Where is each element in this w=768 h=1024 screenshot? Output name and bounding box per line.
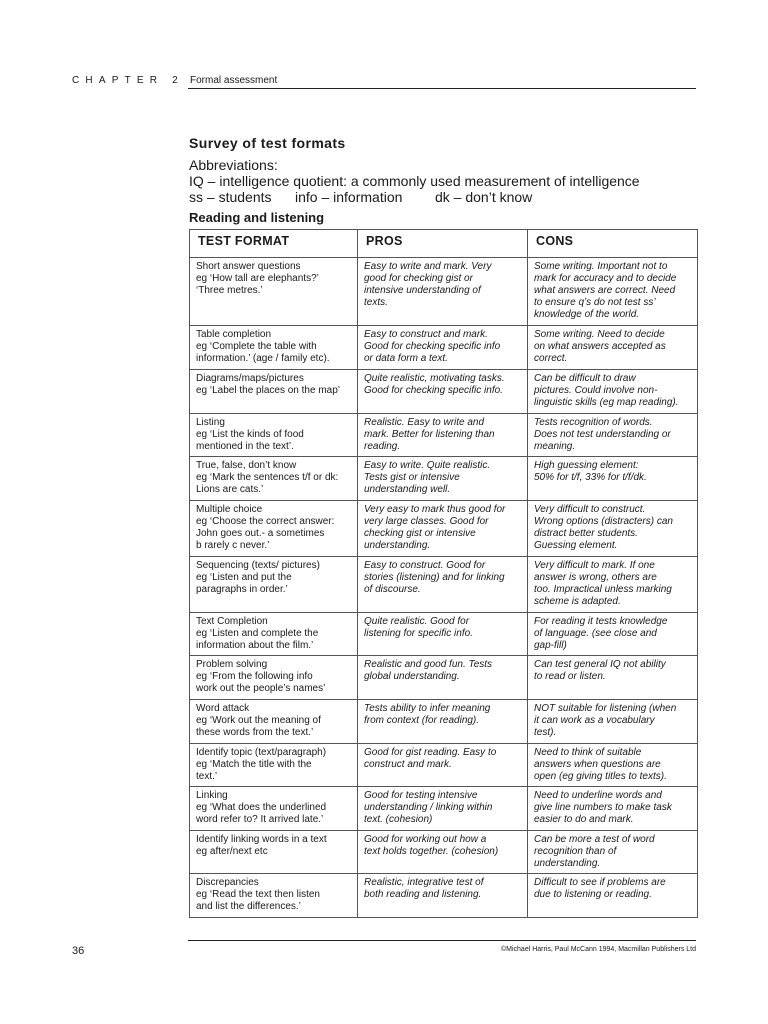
cell-line: of discourse. <box>364 583 421 595</box>
cell-line: Tests recognition of words. <box>534 416 653 428</box>
cell-line: Can be difficult to draw <box>534 373 636 385</box>
format-cell <box>190 787 358 831</box>
test-formats-table <box>189 229 698 918</box>
cell-line: eg ‘Work out the meaning of <box>196 715 321 727</box>
cell-line: Tests gist or intensive <box>364 472 460 484</box>
table-row <box>190 743 698 787</box>
pros-cell <box>358 370 528 414</box>
cell-line: these words from the text.’ <box>196 727 314 739</box>
cell-line: too. Impractical unless marking <box>534 583 672 595</box>
cell-line: eg ‘How tall are elephants?’ <box>196 273 319 284</box>
cell-line: Very difficult to mark. If one <box>534 559 655 571</box>
cell-line: to read or listen. <box>534 671 606 683</box>
cell-line: Guessing element. <box>534 539 618 551</box>
page-number: 36 <box>72 945 85 957</box>
cell-line: eg ‘Listen and put the <box>196 571 292 583</box>
cons-cell <box>528 787 698 831</box>
cell-line: Multiple choice <box>196 503 263 515</box>
cell-line: b rarely c never.’ <box>196 539 270 551</box>
cell-line: understanding. <box>364 539 431 551</box>
table-row <box>190 326 698 370</box>
table-row <box>190 457 698 501</box>
header-rule <box>188 88 696 89</box>
cell-line: Need to underline words and <box>534 790 662 802</box>
pros-cell <box>358 787 528 831</box>
cell-line: good for checking gist or <box>364 273 473 284</box>
cell-line: correct. <box>534 353 568 365</box>
cell-line: pictures. Could involve non- <box>534 385 658 397</box>
cell-line: mark for accuracy and to decide <box>534 273 677 284</box>
cell-line: understanding well. <box>364 484 451 496</box>
cell-line: eg ‘Listen and complete the <box>196 627 319 639</box>
pros-cell <box>358 457 528 501</box>
abbreviation-iq: IQ – intelligence quotient: a commonly used measurement of intelligence <box>189 173 640 189</box>
cell-line: Quite realistic. Good for <box>364 615 470 627</box>
cell-line: very large classes. Good for <box>364 515 489 527</box>
cell-line: reading. <box>364 440 401 452</box>
pros-cell <box>358 743 528 787</box>
cell-line: text. (cohesion) <box>364 814 433 826</box>
cell-line: Easy to write. Quite realistic. <box>364 460 491 472</box>
pros-cell <box>358 700 528 744</box>
cell-line: understanding / linking within <box>364 802 493 814</box>
survey-title: Survey of test formats <box>189 135 346 151</box>
cell-line: knowledge of the world. <box>534 309 640 320</box>
cell-line: Text Completion <box>196 615 268 627</box>
cell-line: Listing <box>196 416 225 428</box>
cell-line: eg ‘What does the underlined <box>196 802 327 814</box>
table-row <box>190 500 698 556</box>
cell-line: Problem solving <box>196 659 268 671</box>
abbreviation-line <box>189 189 709 207</box>
cell-line: Good for testing intensive <box>364 790 478 802</box>
format-cell <box>190 258 358 326</box>
cons-cell <box>528 700 698 744</box>
cell-line: Good for checking specific info. <box>364 385 503 397</box>
cell-line: NOT suitable for listening (when <box>534 703 677 715</box>
cell-line: recognition than of <box>534 845 617 857</box>
cell-line: scheme is adapted. <box>534 595 621 607</box>
chapter-label: CHAPTER 2 <box>72 75 184 86</box>
cell-line: due to listening or reading. <box>534 889 652 901</box>
cell-line: True, false, don’t know <box>196 460 297 472</box>
cell-line: answers when questions are <box>534 758 661 770</box>
cell-line: eg ‘Read the text then listen <box>196 889 320 901</box>
format-cell <box>190 700 358 744</box>
cell-line: Tests ability to infer meaning <box>364 703 491 715</box>
table-row <box>190 413 698 457</box>
cell-line: Can test general IQ not ability <box>534 659 666 671</box>
cell-line: Realistic. Easy to write and <box>364 416 485 428</box>
table-row <box>190 258 698 326</box>
pros-cell <box>358 413 528 457</box>
cell-line: eg after/next etc <box>196 845 268 857</box>
pros-cell <box>358 500 528 556</box>
cell-line: Identify topic (text/paragraph) <box>196 746 327 758</box>
cell-line: Realistic, integrative test of <box>364 877 484 889</box>
cell-line: eg ‘Choose the correct answer: <box>196 515 335 527</box>
cell-line: understanding. <box>534 857 601 869</box>
cons-cell <box>528 370 698 414</box>
abbreviation-info: info – information <box>295 189 403 205</box>
header-pros: PROS <box>358 230 528 258</box>
pros-cell <box>358 556 528 612</box>
cell-line: intensive understanding of <box>364 285 481 296</box>
cell-line: it can work as a vocabulary <box>534 715 655 727</box>
cell-line: eg ‘Mark the sentences t/f or dk: <box>196 472 339 484</box>
cell-line: paragraphs in order.’ <box>196 583 288 595</box>
cell-line: Identify linking words in a text <box>196 833 327 845</box>
format-cell <box>190 556 358 612</box>
header-test-format: TEST FORMAT <box>190 230 358 258</box>
cell-line: High guessing element: <box>534 460 639 472</box>
cell-line: Table completion <box>196 329 272 341</box>
cell-line: eg ‘List the kinds of food <box>196 428 304 440</box>
cell-line: Short answer questions <box>196 261 301 272</box>
cell-line: Sequencing (texts/ pictures) <box>196 559 320 571</box>
table-row <box>190 874 698 918</box>
cell-line: from context (for reading). <box>364 715 480 727</box>
cell-line: eg ‘Match the title with the <box>196 758 312 770</box>
cell-line: both reading and listening. <box>364 889 482 901</box>
cons-cell <box>528 326 698 370</box>
format-cell <box>190 370 358 414</box>
cell-line: Good for checking specific info <box>364 341 501 353</box>
format-cell <box>190 413 358 457</box>
cell-line: Can be more a test of word <box>534 833 655 845</box>
cell-line: distract better students. <box>534 527 638 539</box>
cell-line: Discrepancies <box>196 877 259 889</box>
cell-line: Very difficult to construct. <box>534 503 646 515</box>
cell-line: texts. <box>364 297 388 308</box>
cell-line: listening for specific info. <box>364 627 473 639</box>
cell-line: or data form a text. <box>364 353 448 365</box>
cell-line: of language. (see close and <box>534 627 657 639</box>
pros-cell <box>358 830 528 874</box>
cell-line: and list the differences.’ <box>196 901 301 913</box>
cons-cell <box>528 743 698 787</box>
table-row <box>190 787 698 831</box>
table-row <box>190 556 698 612</box>
cell-line: eg ‘From the following info <box>196 671 313 683</box>
table-row <box>190 656 698 700</box>
pros-cell <box>358 326 528 370</box>
format-cell <box>190 656 358 700</box>
header-cons: CONS <box>528 230 698 258</box>
cell-line: Quite realistic, motivating tasks. <box>364 373 505 385</box>
cell-line: mentioned in the text’. <box>196 440 294 452</box>
cons-cell <box>528 656 698 700</box>
table-body <box>190 258 698 918</box>
abbreviation-dk: dk – don’t know <box>435 189 533 205</box>
cell-line: Lions are cats.’ <box>196 484 264 496</box>
cell-line: checking gist or intensive <box>364 527 476 539</box>
cell-line: text.’ <box>196 770 218 782</box>
cell-line: give line numbers to make task <box>534 802 672 814</box>
table-header-row <box>190 230 698 258</box>
cell-line: Linking <box>196 790 228 802</box>
pros-cell <box>358 258 528 326</box>
cell-line: linguistic skills (eg map reading). <box>534 397 679 409</box>
cell-line: Some writing. Important not to <box>534 261 668 272</box>
table-row <box>190 700 698 744</box>
cons-cell <box>528 612 698 656</box>
cell-line: Word attack <box>196 703 250 715</box>
cell-line: stories (listening) and for linking <box>364 571 505 583</box>
cell-line: Easy to construct and mark. <box>364 329 488 341</box>
cell-line: gap-fill) <box>534 639 567 651</box>
cell-line: answer is wrong, others are <box>534 571 657 583</box>
cell-line: Wrong options (distracters) can <box>534 515 673 527</box>
cell-line: open (eg giving titles to texts). <box>534 770 667 782</box>
cons-cell <box>528 258 698 326</box>
abbreviation-ss: ss – students <box>189 189 272 205</box>
section-title: Reading and listening <box>189 210 325 225</box>
abbreviations-heading: Abbreviations: <box>189 157 278 173</box>
pros-cell <box>358 874 528 918</box>
cell-line: work out the people’s names’ <box>196 683 326 695</box>
cell-line: Good for working out how a <box>364 833 487 845</box>
cell-line: Diagrams/maps/pictures <box>196 373 304 385</box>
format-cell <box>190 830 358 874</box>
table-row <box>190 612 698 656</box>
cell-line: mark. Better for listening than <box>364 428 495 440</box>
table-row <box>190 830 698 874</box>
cell-line: Good for gist reading. Easy to <box>364 746 497 758</box>
cons-cell <box>528 830 698 874</box>
cell-line: information.’ (age / family etc). <box>196 353 330 365</box>
pros-cell <box>358 656 528 700</box>
cell-line: meaning. <box>534 440 576 452</box>
cell-line: text holds together. (cohesion) <box>364 845 499 857</box>
cell-line: test). <box>534 727 557 739</box>
cell-line: eg ‘Label the places on the map’ <box>196 385 340 397</box>
cons-cell <box>528 874 698 918</box>
format-cell <box>190 743 358 787</box>
format-cell <box>190 500 358 556</box>
cell-line: ‘Three metres.’ <box>196 285 263 296</box>
cons-cell <box>528 413 698 457</box>
cell-line: Easy to construct. Good for <box>364 559 486 571</box>
cell-line: Very easy to mark thus good for <box>364 503 506 515</box>
pros-cell <box>358 612 528 656</box>
cell-line: on what answers accepted as <box>534 341 666 353</box>
chapter-title: Formal assessment <box>190 75 278 86</box>
cell-line: eg ‘Complete the table with <box>196 341 317 353</box>
format-cell <box>190 326 358 370</box>
cell-line: Easy to write and mark. Very <box>364 261 492 272</box>
cons-cell <box>528 457 698 501</box>
cell-line: global understanding. <box>364 671 460 683</box>
footer-rule <box>188 940 696 941</box>
cell-line: information about the film.’ <box>196 639 314 651</box>
format-cell <box>190 874 358 918</box>
cell-line: John goes out.- a sometimes <box>196 527 325 539</box>
cell-line: construct and mark. <box>364 758 452 770</box>
cell-line: word refer to? It arrived late.’ <box>196 814 324 826</box>
format-cell <box>190 612 358 656</box>
cell-line: For reading it tests knowledge <box>534 615 668 627</box>
copyright-notice: ©Michael Harris, Paul McCann 1994, Macmillan Publishers Ltd <box>500 946 696 953</box>
cell-line: Some writing. Need to decide <box>534 329 665 341</box>
cons-cell <box>528 500 698 556</box>
cell-line: Realistic and good fun. Tests <box>364 659 493 671</box>
cell-line: to ensure q’s do not test ss’ <box>534 297 656 308</box>
format-cell <box>190 457 358 501</box>
cell-line: what answers are correct. Need <box>534 285 676 296</box>
cell-line: Need to think of suitable <box>534 746 642 758</box>
cell-line: 50% for t/f, 33% for t/f/dk. <box>534 472 647 484</box>
table-row <box>190 370 698 414</box>
cell-line: Difficult to see if problems are <box>534 877 666 889</box>
cell-line: Does not test understanding or <box>534 428 671 440</box>
cons-cell <box>528 556 698 612</box>
cell-line: easier to do and mark. <box>534 814 634 826</box>
